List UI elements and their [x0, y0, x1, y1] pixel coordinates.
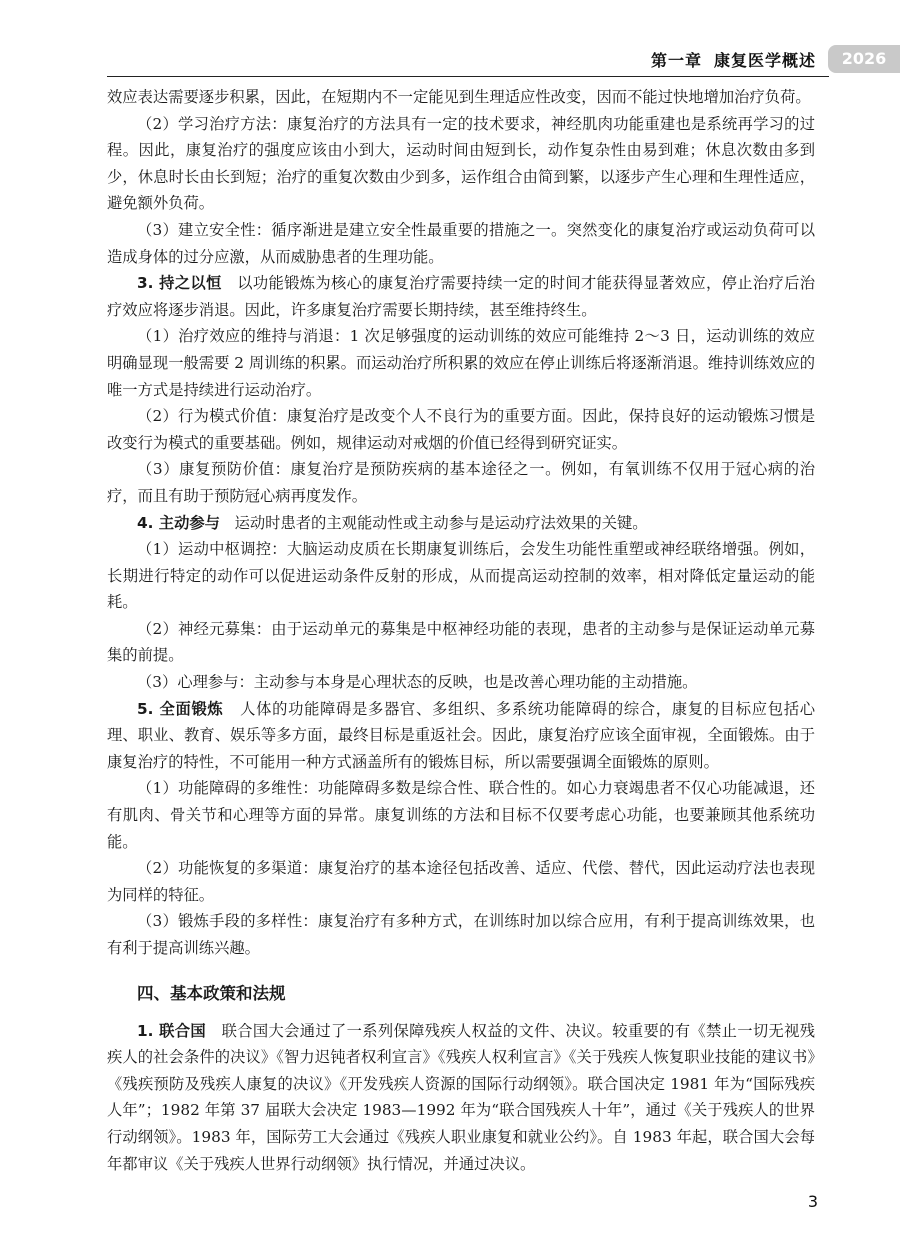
paragraph-text: （2）学习治疗方法：康复治疗的方法具有一定的技术要求，神经肌肉功能重建也是系统再学习的过程。因此，康复治疗的强度应该由小到大，运动时间由短到长，动作复杂性由易到难；休息次数由多到少，休息时长由长到短；治疗的重复次数由少到多，运作组合由简到繁，以逐步产生心理和生理性适应，避免额外负荷。 [107, 114, 815, 213]
paragraph [107, 775, 815, 855]
paragraph [107, 323, 815, 403]
page-body [107, 84, 815, 1177]
paragraph [107, 403, 815, 456]
paragraph [107, 669, 815, 696]
paragraph-heading: 1. 联合国 [137, 1021, 206, 1040]
paragraph-text: 联合国大会通过了一系列保障残疾人权益的文件、决议。较重要的有《禁止一切无视残疾人的社会条件的决议》《智力迟钝者权利宣言》《残疾人权利宣言》《关于残疾人恢复职业技能的建议书》《残疾预防及残疾人康复的决议》《开发残疾人资源的国际行动纲领》。联合国决定 1981 年为“国际残疾人年”；1982 年第 37 届联大会决定 1983—1992 年为“联合国残疾人十年”，通过《关于残疾人的世界行动纲领》。1983 年，国际劳工大会通过《残疾人职业康复和就业公约》。自 1983 年起，联合国大会每年都审议《关于残疾人世界行动纲领》执行情况，并通过决议。 [107, 1021, 815, 1173]
paragraph-text: （2）行为模式价值：康复治疗是改变个人不良行为的重要方面。因此，保持良好的运动锻炼习惯是改变行为模式的重要基础。例如，规律运动对戒烟的价值已经得到研究证实。 [107, 407, 815, 452]
chapter-name: 康复医学概述 [713, 51, 816, 70]
paragraph-text: （1）功能障碍的多维性：功能障碍多数是综合性、联合性的。如心力衰竭患者不仅心功能减退，还有肌肉、骨关节和心理等方面的异常。康复训练的方法和目标不仅要考虑心功能，也要兼顾其他系统功能。 [107, 779, 815, 851]
paragraph-text: 以功能锻炼为核心的康复治疗需要持续一定的时间才能获得显著效应，停止治疗后治疗效应将逐步消退。因此，许多康复治疗需要长期持续，甚至维持终生。 [107, 274, 815, 319]
paragraph [107, 510, 815, 537]
paragraph-text: （2）神经元募集：由于运动单元的募集是中枢神经功能的表现，患者的主动参与是保证运动单元募集的前提。 [107, 619, 815, 665]
paragraph [107, 616, 815, 669]
paragraph [107, 456, 815, 509]
paragraph-heading: 4. 主动参与 [137, 513, 220, 532]
paragraph [107, 1018, 815, 1178]
paragraph [107, 536, 815, 616]
paragraph [107, 84, 815, 111]
paragraph-heading: 5. 全面锻炼 [137, 699, 224, 718]
paragraph-heading: 3. 持之以恒 [137, 274, 222, 293]
paragraph-text: （1）运动中枢调控：大脑运动皮质在长期康复训练后，会发生功能性重塑或神经联络增强。例如，长期进行特定的动作可以促进运动条件反射的形成，从而提高运动控制的效率，相对降低定量运动的能耗。 [107, 540, 815, 612]
paragraph-text: 效应表达需要逐步积累，因此，在短期内不一定能见到生理适应性改变，因而不能过快地增加治疗负荷。 [107, 88, 811, 106]
paragraph [107, 855, 815, 908]
paragraph-text: （1）治疗效应的维持与消退：1 次足够强度的运动训练的效应可能维持 2～3 日，运动训练的效应明确显现一般需要 2 周训练的积累。而运动治疗所积累的效应在停止训练后将逐渐消退。维持训练效应的唯一方式是持续进行运动治疗。 [107, 327, 815, 399]
paragraph-text: （3）心理参与：主动参与本身是心理状态的反映，也是改善心理功能的主动措施。 [137, 673, 698, 692]
paragraph [107, 696, 815, 776]
paragraph [107, 908, 815, 961]
header-rule [107, 76, 829, 77]
chapter-number: 第一章 [650, 51, 702, 70]
running-header [0, 44, 900, 78]
chapter-title [651, 48, 816, 71]
year-badge: 2026 [828, 45, 900, 73]
paragraph-text: 人体的功能障碍是多器官、多组织、多系统功能障碍的综合，康复的目标应包括心理、职业、教育、娱乐等多方面，最终目标是重返社会。因此，康复治疗应该全面审视，全面锻炼。由于康复治疗的特性，不可能用一种方式涵盖所有的锻炼目标，所以需要强调全面锻炼的原则。 [107, 699, 816, 771]
page-number: 3 [807, 1192, 818, 1211]
paragraph [107, 270, 815, 323]
paragraph-text: （3）建立安全性：循序渐进是建立安全性最重要的措施之一。突然变化的康复治疗或运动负荷可以造成身体的过分应激，从而威胁患者的生理功能。 [107, 220, 815, 266]
paragraph-text: （3）康复预防价值：康复治疗是预防疾病的基本途径之一。例如，有氧训练不仅用于冠心病的治疗，而且有助于预防冠心病再度发作。 [107, 460, 815, 505]
paragraph-text: （2）功能恢复的多渠道：康复治疗的基本途径包括改善、适应、代偿、替代，因此运动疗法也表现为同样的特征。 [107, 859, 815, 904]
paragraph [107, 217, 815, 270]
paragraph [107, 111, 815, 217]
paragraph-text: 运动时患者的主观能动性或主动参与是运动疗法效果的关键。 [234, 513, 648, 532]
paragraph-text: （3）锻炼手段的多样性：康复治疗有多种方式，在训练时加以综合应用，有利于提高训练效果，也有利于提高训练兴趣。 [107, 912, 815, 957]
section-title: 四、基本政策和法规 [137, 983, 286, 1003]
